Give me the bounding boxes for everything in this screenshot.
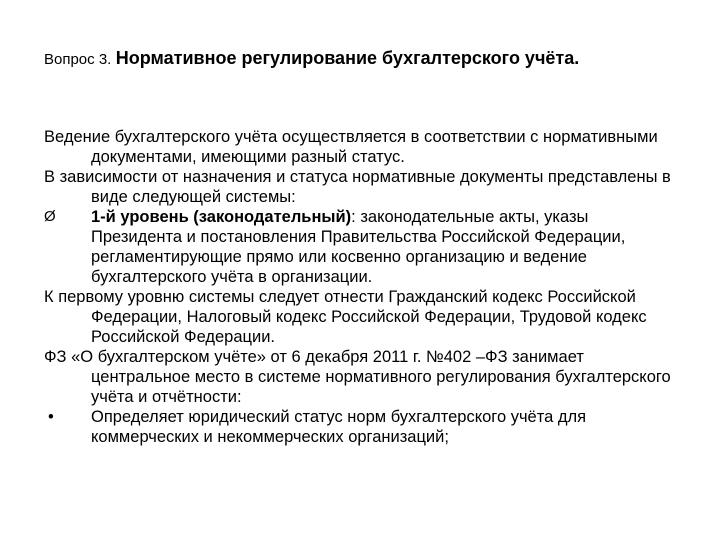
bullet-level-one-text: : законодательные акты, указы Президента и постановления Правительства Российской Федерации, регламентирующие прямо или косвенно организацию и ведение бухгалтерского учёта в организации. — [91, 208, 626, 286]
bullet-legal-status-text: Определяет юридический статус норм бухгалтерского учёта для коммерческих и некоммерческих организаций; — [91, 408, 587, 446]
bullet-level-one — [44, 207, 684, 287]
bullet-legal-status — [44, 407, 684, 447]
paragraph-intro: Ведение бухгалтерского учёта осуществляется в соответствии с нормативными документами, имеющими разный статус. — [44, 128, 658, 166]
dot-bullet-icon: • — [48, 408, 54, 426]
arrow-bullet-icon: Ø — [44, 208, 56, 225]
paragraph-federal-law: ФЗ «О бухгалтерском учёте» от 6 декабря 2011 г. №402 –ФЗ занимает центральное место в системе нормативного регулирования бухгалтерского учёта и отчётности: — [44, 348, 671, 406]
slide-body — [44, 127, 684, 447]
paragraph-system: В зависимости от назначения и статуса нормативные документы представлены в виде следующей системы: — [44, 168, 671, 206]
question-number: Вопрос 3. — [44, 51, 112, 68]
question-title: Нормативное регулирование бухгалтерского учёта. — [115, 48, 580, 68]
bullet-level-one-heading: 1-й уровень (законодательный) — [91, 208, 352, 226]
paragraph-codes: К первому уровню системы следует отнести Гражданский кодекс Российской Федерации, Налоговый кодекс Российской Федерации, Трудовой кодекс Российской Федерации. — [44, 288, 647, 346]
slide-title — [44, 47, 579, 71]
